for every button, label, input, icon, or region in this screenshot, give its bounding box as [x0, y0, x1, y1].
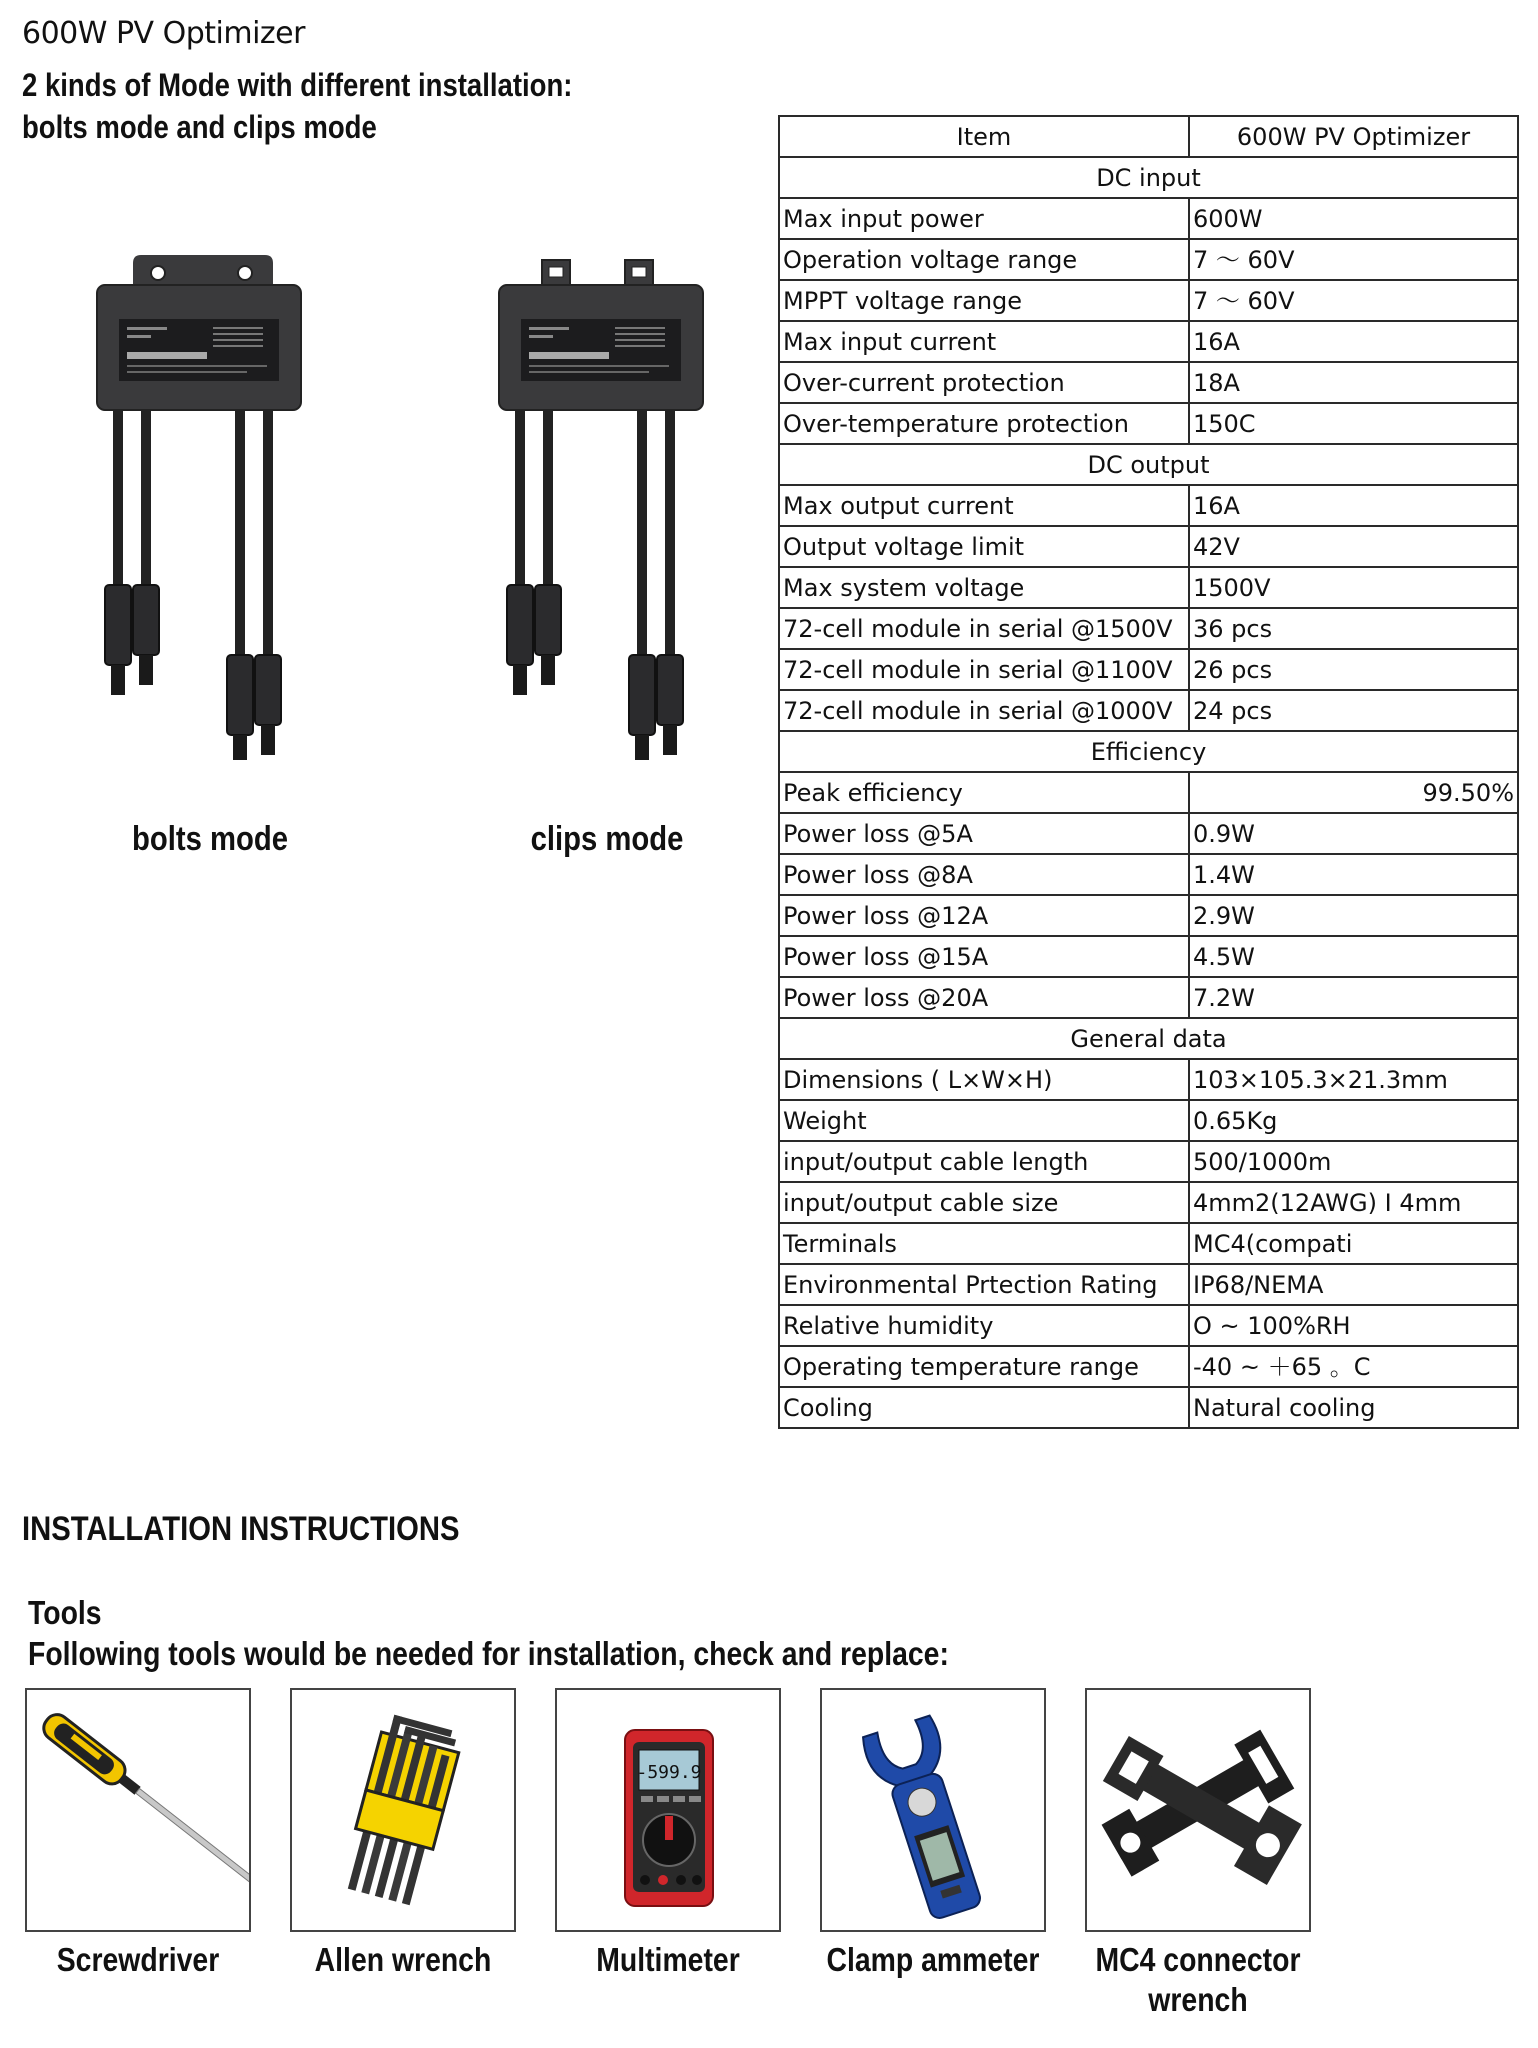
spec-item: Weight	[779, 1100, 1189, 1141]
spec-section-title: Efficiency	[779, 731, 1518, 772]
tool-clamp-ammeter-box	[820, 1688, 1046, 1932]
spec-item: Dimensions ( L×W×H)	[779, 1059, 1189, 1100]
tool-screwdriver-box	[25, 1688, 251, 1932]
spec-row	[779, 1100, 1518, 1141]
spec-value: 7 ～ 60V	[1189, 239, 1518, 280]
spec-row	[779, 977, 1518, 1018]
spec-item: MPPT voltage range	[779, 280, 1189, 321]
tool-multimeter-label: Multimeter	[596, 1941, 740, 1978]
spec-item: Peak efficiency	[779, 772, 1189, 813]
tool-mc4-wrench-label-line1: MC4 connector	[1095, 1941, 1301, 1978]
spec-item: Cooling	[779, 1387, 1189, 1428]
spec-item: 72-cell module in serial @1000V	[779, 690, 1189, 731]
spec-value: 0.9W	[1189, 813, 1518, 854]
tool-screwdriver-label: Screwdriver	[56, 1941, 220, 1978]
spec-value: 0.65Kg	[1189, 1100, 1518, 1141]
subtitle-line-1: 2 kinds of Mode with different installation:	[22, 67, 573, 103]
spec-row	[779, 895, 1518, 936]
spec-value: 24 pcs	[1189, 690, 1518, 731]
spec-item: input/output cable length	[779, 1141, 1189, 1182]
spec-row	[779, 854, 1518, 895]
spec-item: Power loss @12A	[779, 895, 1189, 936]
spec-item: Power loss @15A	[779, 936, 1189, 977]
clamp-ammeter-icon	[822, 1690, 1044, 1930]
spec-item: Power loss @5A	[779, 813, 1189, 854]
spec-table	[778, 115, 1519, 1429]
screwdriver-icon	[27, 1690, 249, 1930]
tool-mc4-wrench-label	[1086, 1940, 1310, 2020]
spec-row	[779, 1346, 1518, 1387]
spec-value: IP68/NEMA	[1189, 1264, 1518, 1305]
spec-value: 150C	[1189, 403, 1518, 444]
spec-item: input/output cable size	[779, 1182, 1189, 1223]
spec-value: 26 pcs	[1189, 649, 1518, 690]
spec-item: Max output current	[779, 485, 1189, 526]
spec-value: 7.2W	[1189, 977, 1518, 1018]
spec-value: 4.5W	[1189, 936, 1518, 977]
spec-item: Power loss @8A	[779, 854, 1189, 895]
spec-row	[779, 690, 1518, 731]
installation-heading: INSTALLATION INSTRUCTIONS	[22, 1510, 460, 1548]
spec-row	[779, 280, 1518, 321]
spec-item: Output voltage limit	[779, 526, 1189, 567]
spec-item: 72-cell module in serial @1500V	[779, 608, 1189, 649]
spec-item: 72-cell module in serial @1100V	[779, 649, 1189, 690]
spec-header-item: Item	[779, 116, 1189, 157]
spec-value: O ~ 100%RH	[1189, 1305, 1518, 1346]
spec-row	[779, 1223, 1518, 1264]
spec-header-row	[779, 116, 1518, 157]
spec-item: Relative humidity	[779, 1305, 1189, 1346]
bolts-mode-caption: bolts mode	[132, 820, 288, 858]
spec-row	[779, 567, 1518, 608]
clips-mode-caption: clips mode	[530, 820, 684, 858]
spec-row	[779, 1141, 1518, 1182]
spec-item: Max input power	[779, 198, 1189, 239]
spec-section-row	[779, 157, 1518, 198]
spec-row	[779, 1387, 1518, 1428]
spec-value: -40 ~ ＋65 。C	[1189, 1346, 1518, 1387]
spec-row	[779, 649, 1518, 690]
optimizer-clips-icon	[497, 255, 717, 765]
spec-value: 16A	[1189, 485, 1518, 526]
spec-row	[779, 1264, 1518, 1305]
spec-header-product: 600W PV Optimizer	[1189, 116, 1518, 157]
tools-title: Tools	[28, 1594, 102, 1631]
multimeter-display: -599.9	[636, 1762, 702, 1783]
spec-value: 1.4W	[1189, 854, 1518, 895]
spec-item: Max input current	[779, 321, 1189, 362]
spec-value: 600W	[1189, 198, 1518, 239]
spec-value: 42V	[1189, 526, 1518, 567]
tools-description: Following tools would be needed for installation, check and replace:	[28, 1635, 949, 1672]
spec-value: 2.9W	[1189, 895, 1518, 936]
tool-mc4-wrench-box	[1085, 1688, 1311, 1932]
tool-clamp-ammeter-label: Clamp ammeter	[826, 1941, 1040, 1978]
page-title: 600W PV Optimizer	[22, 16, 305, 51]
spec-value: 500/1000m	[1189, 1141, 1518, 1182]
spec-row	[779, 403, 1518, 444]
spec-value: MC4(compati	[1189, 1223, 1518, 1264]
tool-allen-wrench-label: Allen wrench	[314, 1941, 492, 1978]
spec-row	[779, 362, 1518, 403]
mc4-wrench-icon	[1087, 1690, 1309, 1930]
spec-row	[779, 1182, 1518, 1223]
spec-value: 16A	[1189, 321, 1518, 362]
optimizer-bolts-icon	[95, 255, 315, 765]
tool-allen-wrench-box	[290, 1688, 516, 1932]
spec-row	[779, 772, 1518, 813]
spec-table-body	[779, 116, 1518, 1428]
spec-value: 1500V	[1189, 567, 1518, 608]
spec-row	[779, 1305, 1518, 1346]
spec-value: Natural cooling	[1189, 1387, 1518, 1428]
spec-value: 36 pcs	[1189, 608, 1518, 649]
spec-row	[779, 608, 1518, 649]
spec-value: 7 ～ 60V	[1189, 280, 1518, 321]
spec-item: Operation voltage range	[779, 239, 1189, 280]
spec-section-title: DC input	[779, 157, 1518, 198]
spec-row	[779, 1059, 1518, 1100]
spec-item: Operating temperature range	[779, 1346, 1189, 1387]
spec-section-row	[779, 731, 1518, 772]
spec-row	[779, 321, 1518, 362]
subtitle-line-2: bolts mode and clips mode	[22, 109, 377, 145]
tool-multimeter-box	[555, 1688, 781, 1932]
spec-section-title: DC output	[779, 444, 1518, 485]
spec-item: Terminals	[779, 1223, 1189, 1264]
spec-value: 4mm2(12AWG) I 4mm	[1189, 1182, 1518, 1223]
spec-value: 103×105.3×21.3mm	[1189, 1059, 1518, 1100]
spec-row	[779, 485, 1518, 526]
spec-item: Environmental Prtection Rating	[779, 1264, 1189, 1305]
spec-item: Power loss @20A	[779, 977, 1189, 1018]
spec-row	[779, 813, 1518, 854]
spec-row	[779, 198, 1518, 239]
tools-heading	[28, 1592, 949, 1674]
tool-mc4-wrench-label-line2: wrench	[1148, 1981, 1248, 2018]
spec-value: 18A	[1189, 362, 1518, 403]
spec-section-row	[779, 444, 1518, 485]
spec-row	[779, 239, 1518, 280]
spec-section-title: General data	[779, 1018, 1518, 1059]
multimeter-icon	[557, 1690, 779, 1930]
spec-item: Over-temperature protection	[779, 403, 1189, 444]
spec-item: Over-current protection	[779, 362, 1189, 403]
spec-section-row	[779, 1018, 1518, 1059]
spec-value: 99.50%	[1189, 772, 1518, 813]
allen-wrench-icon	[292, 1690, 514, 1930]
spec-row	[779, 526, 1518, 567]
spec-item: Max system voltage	[779, 567, 1189, 608]
page-subtitle	[22, 64, 572, 148]
spec-row	[779, 936, 1518, 977]
